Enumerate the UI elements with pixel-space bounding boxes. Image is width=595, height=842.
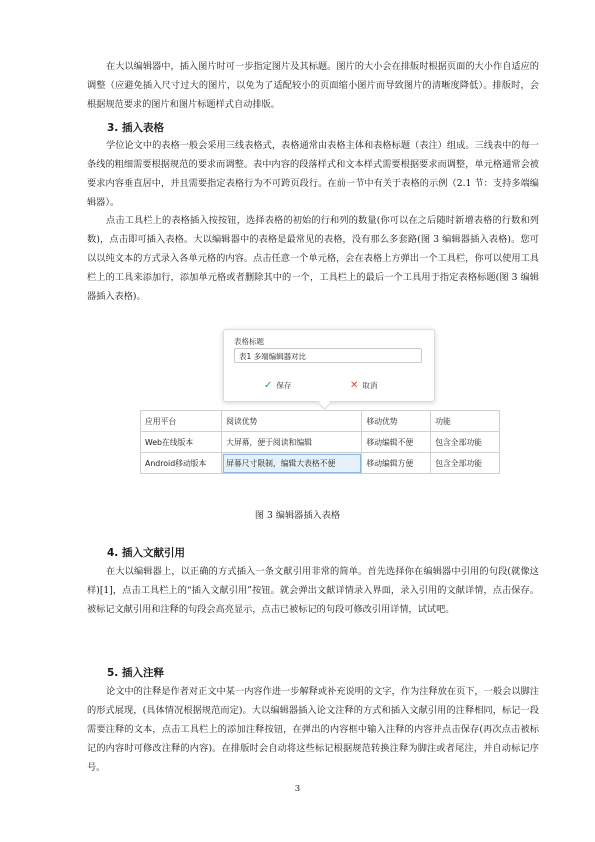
section-heading-insert-note: 5. 插入注释	[107, 667, 164, 679]
paragraph-citation: 在大以编辑器上，以正确的方式插入一条文献引用非常的简单。首先选择你在编辑器中引用的句段(就像这样)[1]，点击工具栏上的“插入文献引用”按钮。就会弹出文献详情录入界面，录入引用的文献详情，点击保存。被标记文献引用和注释的句段会高亮显示，点击已被标记的句段可修改引用详情，试试吧。	[87, 566, 539, 615]
table-cell[interactable]: 移动编辑方便	[362, 453, 431, 474]
table-caption-input[interactable]: 表1 多端编辑器对比	[234, 348, 422, 363]
close-icon: ✕	[350, 380, 359, 391]
table-row	[141, 432, 500, 453]
cancel-label: 取消	[362, 381, 378, 390]
table-cell[interactable]: 移动编辑不便	[362, 432, 431, 453]
paragraph-table-format: 学位论文中的表格一般会采用三线表格式，表格通常由表格主体和表格标题（表注）组成。三线表中的每一条线的粗细需要根据规范的要求而调整。表中内容的段落样式和文本样式需要根据要求而调整，单元格通常会被要求内容垂直居中，并且需要指定表格行为不可跨页段行。在前一节中有关于表格的示例（2.1 节：支持多端编辑器）。	[87, 140, 539, 208]
paragraph-note: 论文中的注释是作者对正文中某一内容作进一步解释或补充说明的文字，作为注释放在页下，一般会以脚注的形式展现，(具体情况根据规范而定)。大以编辑器插入论文注释的方式和插入文献引用的注释相同，标记一段需要注释的文本，点击工具栏上的添加注释按钮，在弹出的内容框中输入注释的内容并点击保存(再次点击被标记的内容时可修改注释的内容)。在排版时会自动将这些标记根据规范转换注释为脚注或者尾注，并自动标记序号。	[87, 686, 539, 773]
save-button[interactable]	[264, 379, 291, 393]
save-label: 保存	[276, 381, 292, 390]
table-cell[interactable]: 应用平台	[141, 411, 222, 432]
comparison-table	[140, 410, 500, 474]
paragraph-table-insertion: 点击工具栏上的表格插入按按钮，选择表格的初始的行和列的数量(你可以在之后随时新增表格的行数和列数)，点击即可插入表格。大以编辑器中的表格是最常见的表格，没有那么多套路(图 3 编辑器插入表格)。您可以以纯文本的方式录入各单元格的内容。点击任意一个单元格，会在表格上方弹出一个工具栏，你可以使用工具栏上的工具来添加行，添加单元格或者删除其中的一个，工具栏上的最后一个工具用于指定表格标题(图 3 编辑器插入表格)。	[87, 215, 539, 302]
table-cell[interactable]: 包含全部功能	[431, 453, 500, 474]
table-caption-dialog	[223, 329, 435, 402]
dialog-title: 表格标题	[234, 337, 264, 346]
cancel-button[interactable]	[350, 379, 377, 393]
table-row	[141, 453, 500, 474]
table-cell[interactable]: 移动优势	[362, 411, 431, 432]
table-cell-selected[interactable]: 屏幕尺寸限制，编辑大表格不便	[222, 453, 362, 474]
table-cell[interactable]: 大屏幕，便于阅读和编辑	[222, 432, 362, 453]
section-heading-insert-table: 3. 插入表格	[107, 122, 164, 134]
page-number: 3	[294, 784, 301, 794]
table-cell[interactable]: Android移动版本	[141, 453, 222, 474]
table-cell[interactable]: 功能	[431, 411, 500, 432]
paragraph-image-insertion: 在大以编辑器中，插入图片时可一步指定图片及其标题。图片的大小会在排版时根据页面的大小作自适应的调整（应避免插入尺寸过大的图片，以免为了适配较小的页面缩小图片而导致图片的清晰度降低）。排版时，会根据规范要求的图片和图片标题样式自动排版。	[87, 61, 539, 110]
figure-caption: 图 3 编辑器插入表格	[254, 510, 341, 521]
section-heading-insert-citation: 4. 插入文献引用	[107, 547, 185, 559]
check-icon: ✓	[264, 380, 273, 391]
table-cell[interactable]: 阅读优势	[222, 411, 362, 432]
table-cell[interactable]: Web在线版本	[141, 432, 222, 453]
table-row	[141, 411, 500, 432]
figure-editor-insert-table	[140, 329, 500, 479]
table-cell[interactable]: 包含全部功能	[431, 432, 500, 453]
